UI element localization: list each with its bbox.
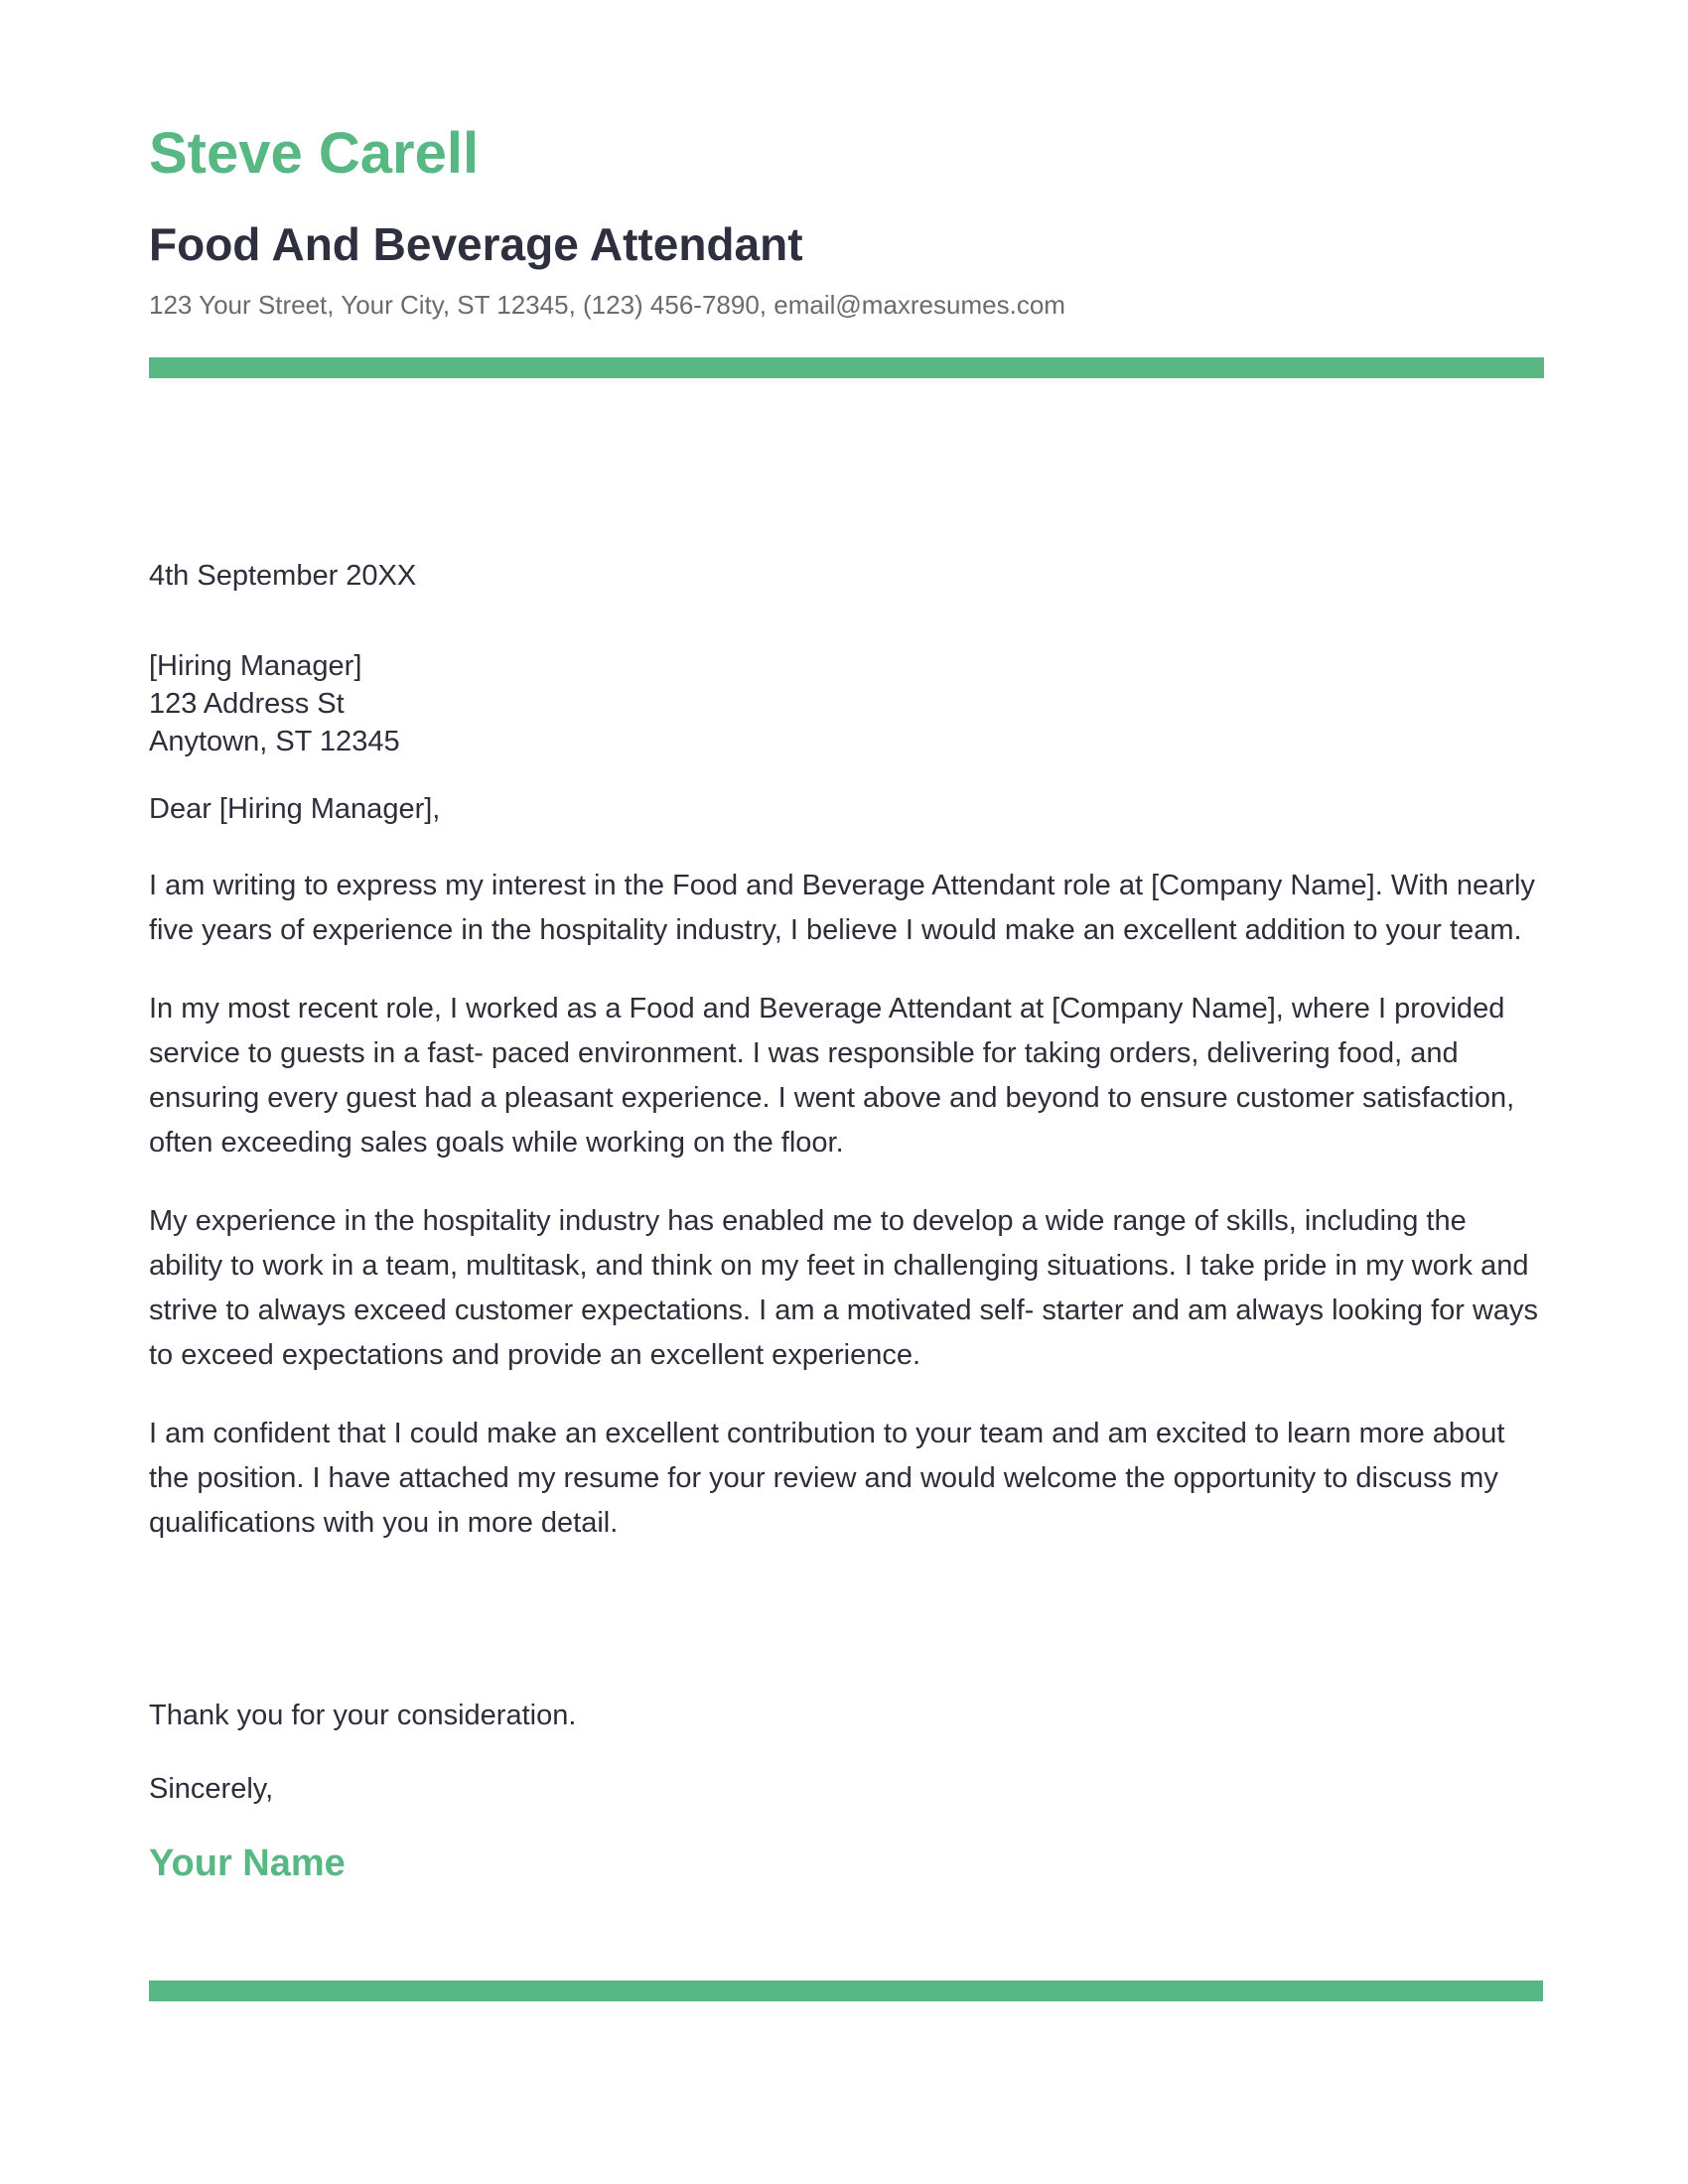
recipient-block (149, 647, 400, 760)
closing-sincerely: Sincerely, (149, 1773, 274, 1805)
recipient-name: [Hiring Manager] (149, 650, 362, 682)
salutation: Dear [Hiring Manager], (149, 793, 441, 825)
closing-thanks: Thank you for your consideration. (149, 1700, 577, 1731)
contact-info: 123 Your Street, Your City, ST 12345, (123) 456-7890, email@maxresumes.com (149, 290, 1065, 320)
letter-body (149, 864, 1544, 1579)
body-paragraph: I am confident that I could make an excellent contribution to your team and am excited to learn more about the position. I have attached my resume for your review and would welcome the opportunity to discuss my qualifications with you in more detail. (149, 1418, 1505, 1539)
recipient-city: Anytown, ST 12345 (149, 726, 400, 757)
footer-divider (149, 1980, 1543, 2001)
body-paragraph: In my most recent role, I worked as a Food and Beverage Attendant at [Company Name], where I provided service to guests in a fast- paced environment. I was responsible for taking orders, delivering food, and ensuring every guest had a pleasant experience. I went above and beyond to ensure customer satisfaction, often exceeding sales goals while working on the floor. (149, 993, 1515, 1159)
signature-name: Your Name (149, 1843, 346, 1884)
applicant-name: Steve Carell (149, 121, 480, 186)
body-paragraph: I am writing to express my interest in the Food and Beverage Attendant role at [Company Name]. With nearly five years of experience in the hospitality industry, I believe I would make an excellent addition to your team. (149, 870, 1535, 946)
job-title: Food And Beverage Attendant (149, 218, 803, 270)
body-paragraph: My experience in the hospitality industry has enabled me to develop a wide range of skills, including the ability to work in a team, multitask, and think on my feet in challenging situations. I take pride in my work and strive to always exceed customer expectations. I am a motivated self- starter and am always looking for ways to exceed expectations and provide an excellent experience. (149, 1205, 1539, 1371)
header-divider (149, 357, 1544, 378)
recipient-address: 123 Address St (149, 688, 345, 720)
letter-date: 4th September 20XX (149, 560, 417, 592)
